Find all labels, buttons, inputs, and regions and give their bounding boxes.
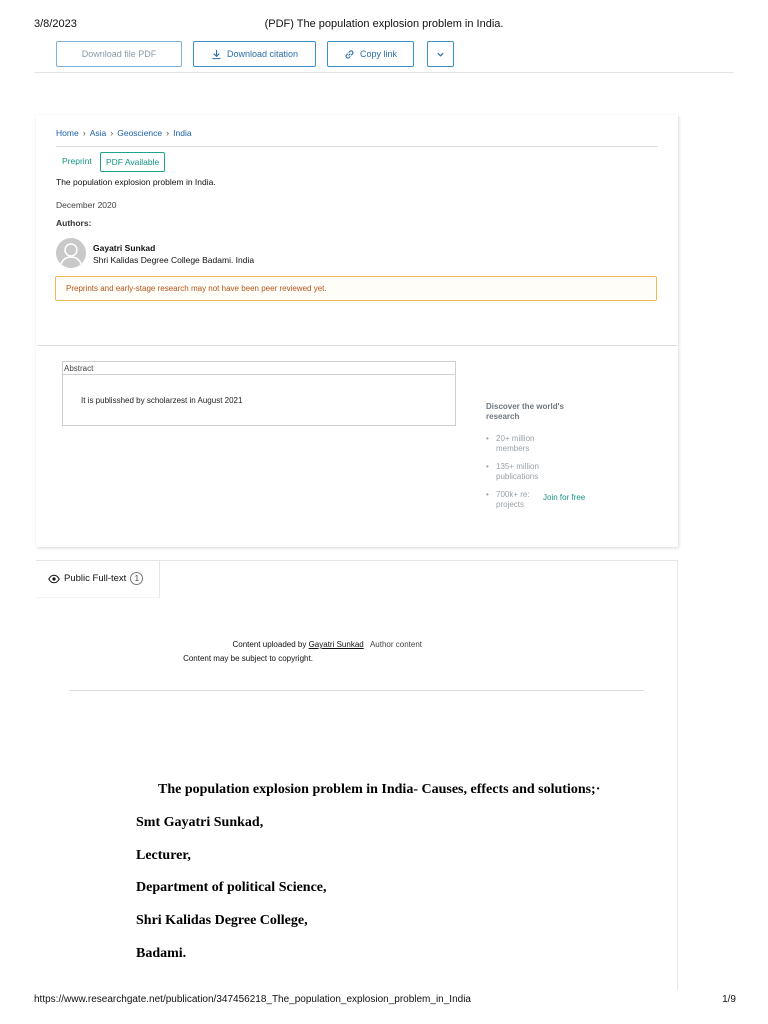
toolbar-divider [34, 72, 734, 73]
download-citation-label: Download citation [226, 49, 299, 59]
download-icon [211, 49, 222, 60]
breadcrumb-divider [56, 146, 658, 147]
uploader-link[interactable]: Gayatri Sunkad [308, 640, 364, 649]
abstract-text: It is publisshed by scholarzest in August 2021 [81, 396, 243, 405]
publication-header-card [36, 115, 678, 345]
download-pdf-button[interactable] [56, 41, 182, 67]
stat-members [486, 434, 566, 454]
download-citation-button[interactable] [193, 41, 316, 67]
warning-text: Preprints and early-stage research may not have been peer reviewed yet. [66, 284, 327, 293]
stat-publications [486, 462, 566, 482]
paper-position: Lecturer, [136, 848, 191, 863]
join-for-free-link[interactable]: Join for free [543, 493, 586, 502]
stat-members-text: 20+ million members [496, 434, 535, 453]
preprint-badge: Preprint [62, 156, 92, 166]
peer-review-warning [55, 276, 657, 301]
stat-projects-text: 700k+ re: projects [496, 490, 530, 509]
more-actions-button[interactable] [427, 41, 454, 67]
breadcrumb [56, 128, 192, 138]
breadcrumb-india[interactable]: India [173, 128, 192, 138]
discover-research-title: Discover the world's research [486, 402, 564, 421]
paper-author: Smt Gayatri Sunkad, [136, 815, 264, 830]
abstract-heading: Abstract [63, 362, 455, 375]
author-institution: Shri Kalidas Degree College Badami. India [93, 255, 255, 265]
publication-date: December 2020 [56, 200, 117, 210]
print-page-number: 1/9 [722, 994, 736, 1005]
breadcrumb-home[interactable]: Home [56, 128, 79, 138]
breadcrumb-geoscience[interactable]: Geoscience [117, 128, 163, 138]
abstract-box [62, 361, 456, 426]
document-divider [69, 690, 644, 691]
print-url: https://www.researchgate.net/publication/347456218_The_population_explosion_problem_in_India [34, 994, 471, 1005]
chevron-right-icon: › [82, 128, 86, 138]
print-date: 3/8/2023 [34, 18, 77, 30]
abstract-card [36, 346, 678, 547]
download-pdf-label: Download file PDF [81, 49, 157, 59]
bullet-icon: • [486, 490, 489, 499]
stat-publications-text: 135+ million publications [496, 462, 539, 481]
paper-department: Department of political Science, [136, 880, 327, 895]
avatar[interactable] [56, 238, 86, 268]
link-icon [344, 49, 355, 60]
paper-location: Badami. [136, 946, 187, 961]
copy-link-button[interactable] [327, 41, 414, 67]
eye-icon [48, 574, 60, 584]
author-name-link[interactable]: Gayatri Sunkad [93, 243, 156, 253]
user-icon [56, 238, 86, 268]
uploaded-by-line [0, 640, 422, 649]
bullet-icon: • [486, 462, 489, 471]
bullet-icon: • [486, 434, 489, 443]
fulltext-frame [36, 560, 678, 990]
chevron-right-icon: › [166, 128, 170, 138]
chevron-down-icon [436, 50, 445, 59]
uploaded-by-prefix: Content uploaded by [232, 640, 307, 649]
chevron-right-icon: › [110, 128, 114, 138]
breadcrumb-asia[interactable]: Asia [89, 128, 107, 138]
copy-link-label: Copy link [359, 49, 397, 59]
authors-label: Authors: [56, 218, 92, 228]
tab-public-fulltext[interactable] [36, 560, 160, 598]
pdf-available-badge: PDF Available [100, 152, 165, 172]
publication-title: The population explosion problem in India. [56, 177, 216, 187]
print-page-title: (PDF) The population explosion problem in India. [264, 18, 504, 30]
stat-projects [486, 490, 544, 510]
tab-public-fulltext-label: Public Full-text [64, 573, 127, 584]
fulltext-count-badge: 1 [130, 572, 143, 585]
paper-title: The population explosion problem in India- Causes, effects and solutions;· [158, 782, 601, 797]
author-content-label: Author content [369, 640, 422, 649]
copyright-notice: Content may be subject to copyright. [183, 654, 313, 663]
paper-college: Shri Kalidas Degree College, [136, 913, 308, 928]
